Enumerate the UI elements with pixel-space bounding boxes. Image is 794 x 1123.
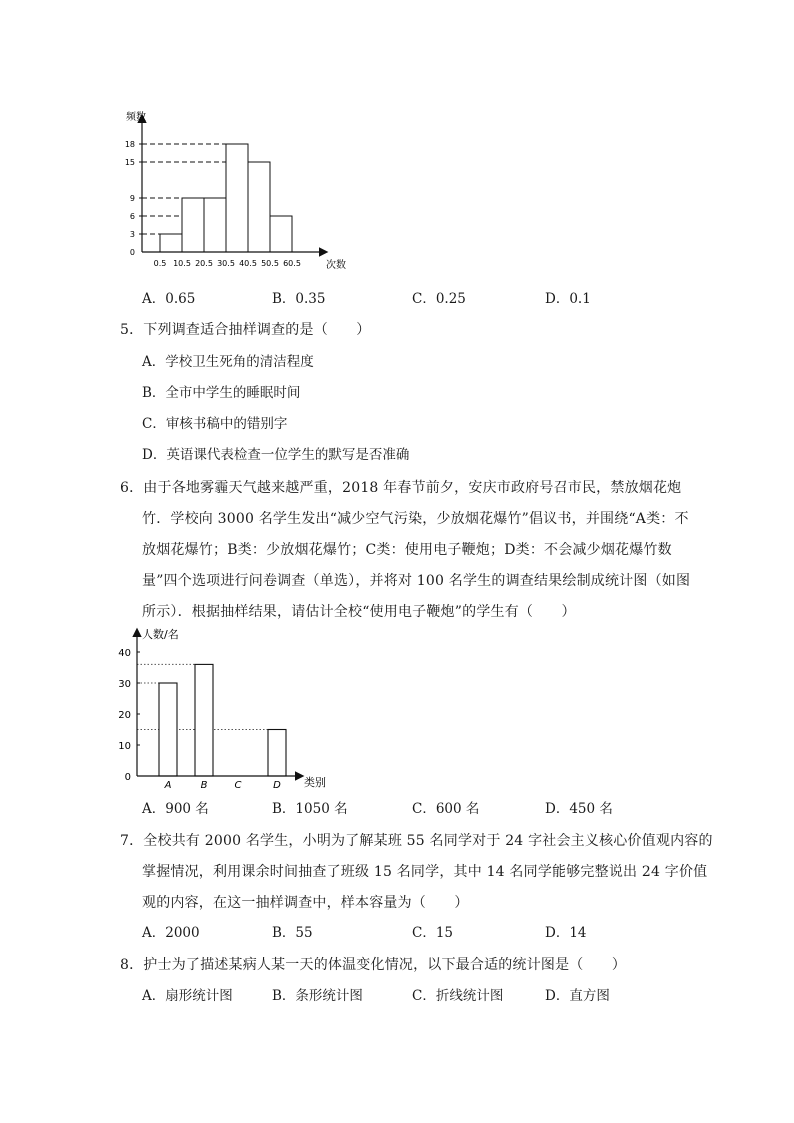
q8-option-d[interactable]: D．直方图 (545, 988, 610, 1004)
q6-option-c[interactable]: C．600 名 (412, 801, 480, 817)
histogram-bar (226, 144, 248, 252)
histogram-bar (182, 198, 204, 252)
histogram-bar (204, 198, 226, 252)
category-label: A (164, 780, 172, 791)
q5-option-a[interactable]: A．学校卫生死角的清洁程度 (142, 354, 314, 370)
y-tick-label: 15 (124, 158, 135, 167)
y-tick-label: 30 (118, 679, 131, 690)
q7-option-d[interactable]: D．14 (545, 925, 587, 941)
q7-option-b[interactable]: B．55 (272, 925, 313, 941)
y-tick-label: 10 (118, 741, 131, 752)
q4-option-d[interactable]: D．0.1 (545, 291, 591, 307)
histogram-bar (160, 234, 182, 252)
q5-option-c[interactable]: C．审核书稿中的错别字 (142, 416, 288, 432)
q7-option-a[interactable]: A．2000 (142, 925, 200, 941)
q8-stem: 8．护士为了描述某病人某一天的体温变化情况，以下最合适的统计图是（ ） (120, 957, 627, 973)
x-axis-label: 次数 (326, 260, 346, 271)
y-axis-label: 频数 (126, 112, 146, 123)
y-tick-label: 18 (124, 140, 135, 149)
q5-stem: 5．下列调查适合抽样调查的是（ ） (120, 322, 371, 338)
bar (159, 683, 177, 776)
y-tick-label: 9 (129, 194, 135, 203)
x-tick-label: 0.5 (153, 259, 167, 268)
q8-option-c[interactable]: C．折线统计图 (412, 988, 504, 1004)
y-tick-label: 40 (118, 648, 131, 659)
bar-chart (112, 624, 352, 794)
q6-option-b[interactable]: B．1050 名 (272, 801, 348, 817)
x-tick-label: 50.5 (261, 259, 279, 268)
y-tick-label: 0 (129, 248, 135, 257)
q8-option-a[interactable]: A．扇形统计图 (142, 988, 233, 1004)
category-label: D (273, 780, 281, 791)
q8-option-b[interactable]: B．条形统计图 (272, 988, 363, 1004)
y-tick-label: 20 (118, 710, 131, 721)
x-tick-label: 60.5 (283, 259, 301, 268)
y-tick-label: 3 (129, 230, 135, 239)
category-label: C (234, 780, 242, 791)
histogram-bar (248, 162, 270, 252)
x-tick-label: 20.5 (195, 259, 213, 268)
histogram-bar (270, 216, 292, 252)
q7-option-c[interactable]: C．15 (412, 925, 454, 941)
q4-option-a[interactable]: A．0.65 (142, 291, 196, 307)
category-label: B (200, 780, 208, 791)
q6-stem-line-3: 放烟花爆竹；B类：少放烟花爆竹；C类：使用电子鞭炮；D类：不会减少烟花爆竹数 (142, 542, 672, 558)
q6-option-d[interactable]: D．450 名 (545, 801, 613, 817)
q6-stem-line-5: 所示）．根据抽样结果，请估计全校“使用电子鞭炮”的学生有（ ） (142, 604, 576, 620)
q7-stem-line-1: 7．全校共有 2000 名学生，小明为了解某班 55 名同学对于 24 字社会主义核心价值观内容的 (120, 833, 713, 849)
bar (195, 664, 213, 776)
bar (268, 730, 286, 777)
q6-stem-line-1: 6．由于各地雾霾天气越来越严重，2018 年春节前夕，安庆市政府号召市民，禁放烟花炮 (120, 480, 682, 496)
x-tick-label: 10.5 (173, 259, 191, 268)
q4-option-c[interactable]: C．0.25 (412, 291, 466, 307)
q7-stem-line-2: 掌握情况，利用课余时间抽查了班级 15 名同学，其中 14 名同学能够完整说出 24 字价值 (142, 864, 708, 880)
q5-option-d[interactable]: D．英语课代表检查一位学生的默写是否准确 (142, 447, 410, 463)
x-axis-label: 类别 (304, 776, 326, 789)
x-tick-label: 40.5 (239, 259, 257, 268)
y-tick-label: 6 (129, 212, 135, 221)
q6-stem-line-4: 量”四个选项进行问卷调查（单选），并将对 100 名学生的调查结果绘制成统计图（如图 (142, 573, 691, 589)
q6-stem-line-2: 竹．学校向 3000 名学生发出“减少空气污染，少放烟花爆竹”倡议书，并围绕“A类：不 (142, 511, 689, 527)
q5-option-b[interactable]: B．全市中学生的睡眠时间 (142, 385, 301, 401)
q6-option-a[interactable]: A．900 名 (142, 801, 209, 817)
q4-option-b[interactable]: B．0.35 (272, 291, 326, 307)
y-axis-label: 人数/名 (142, 628, 179, 641)
y-tick-label: 0 (124, 772, 131, 783)
q7-stem-line-3: 观的内容，在这一抽样调查中，样本容量为（ ） (142, 895, 469, 911)
histogram-chart (118, 104, 358, 274)
x-tick-label: 30.5 (217, 259, 235, 268)
